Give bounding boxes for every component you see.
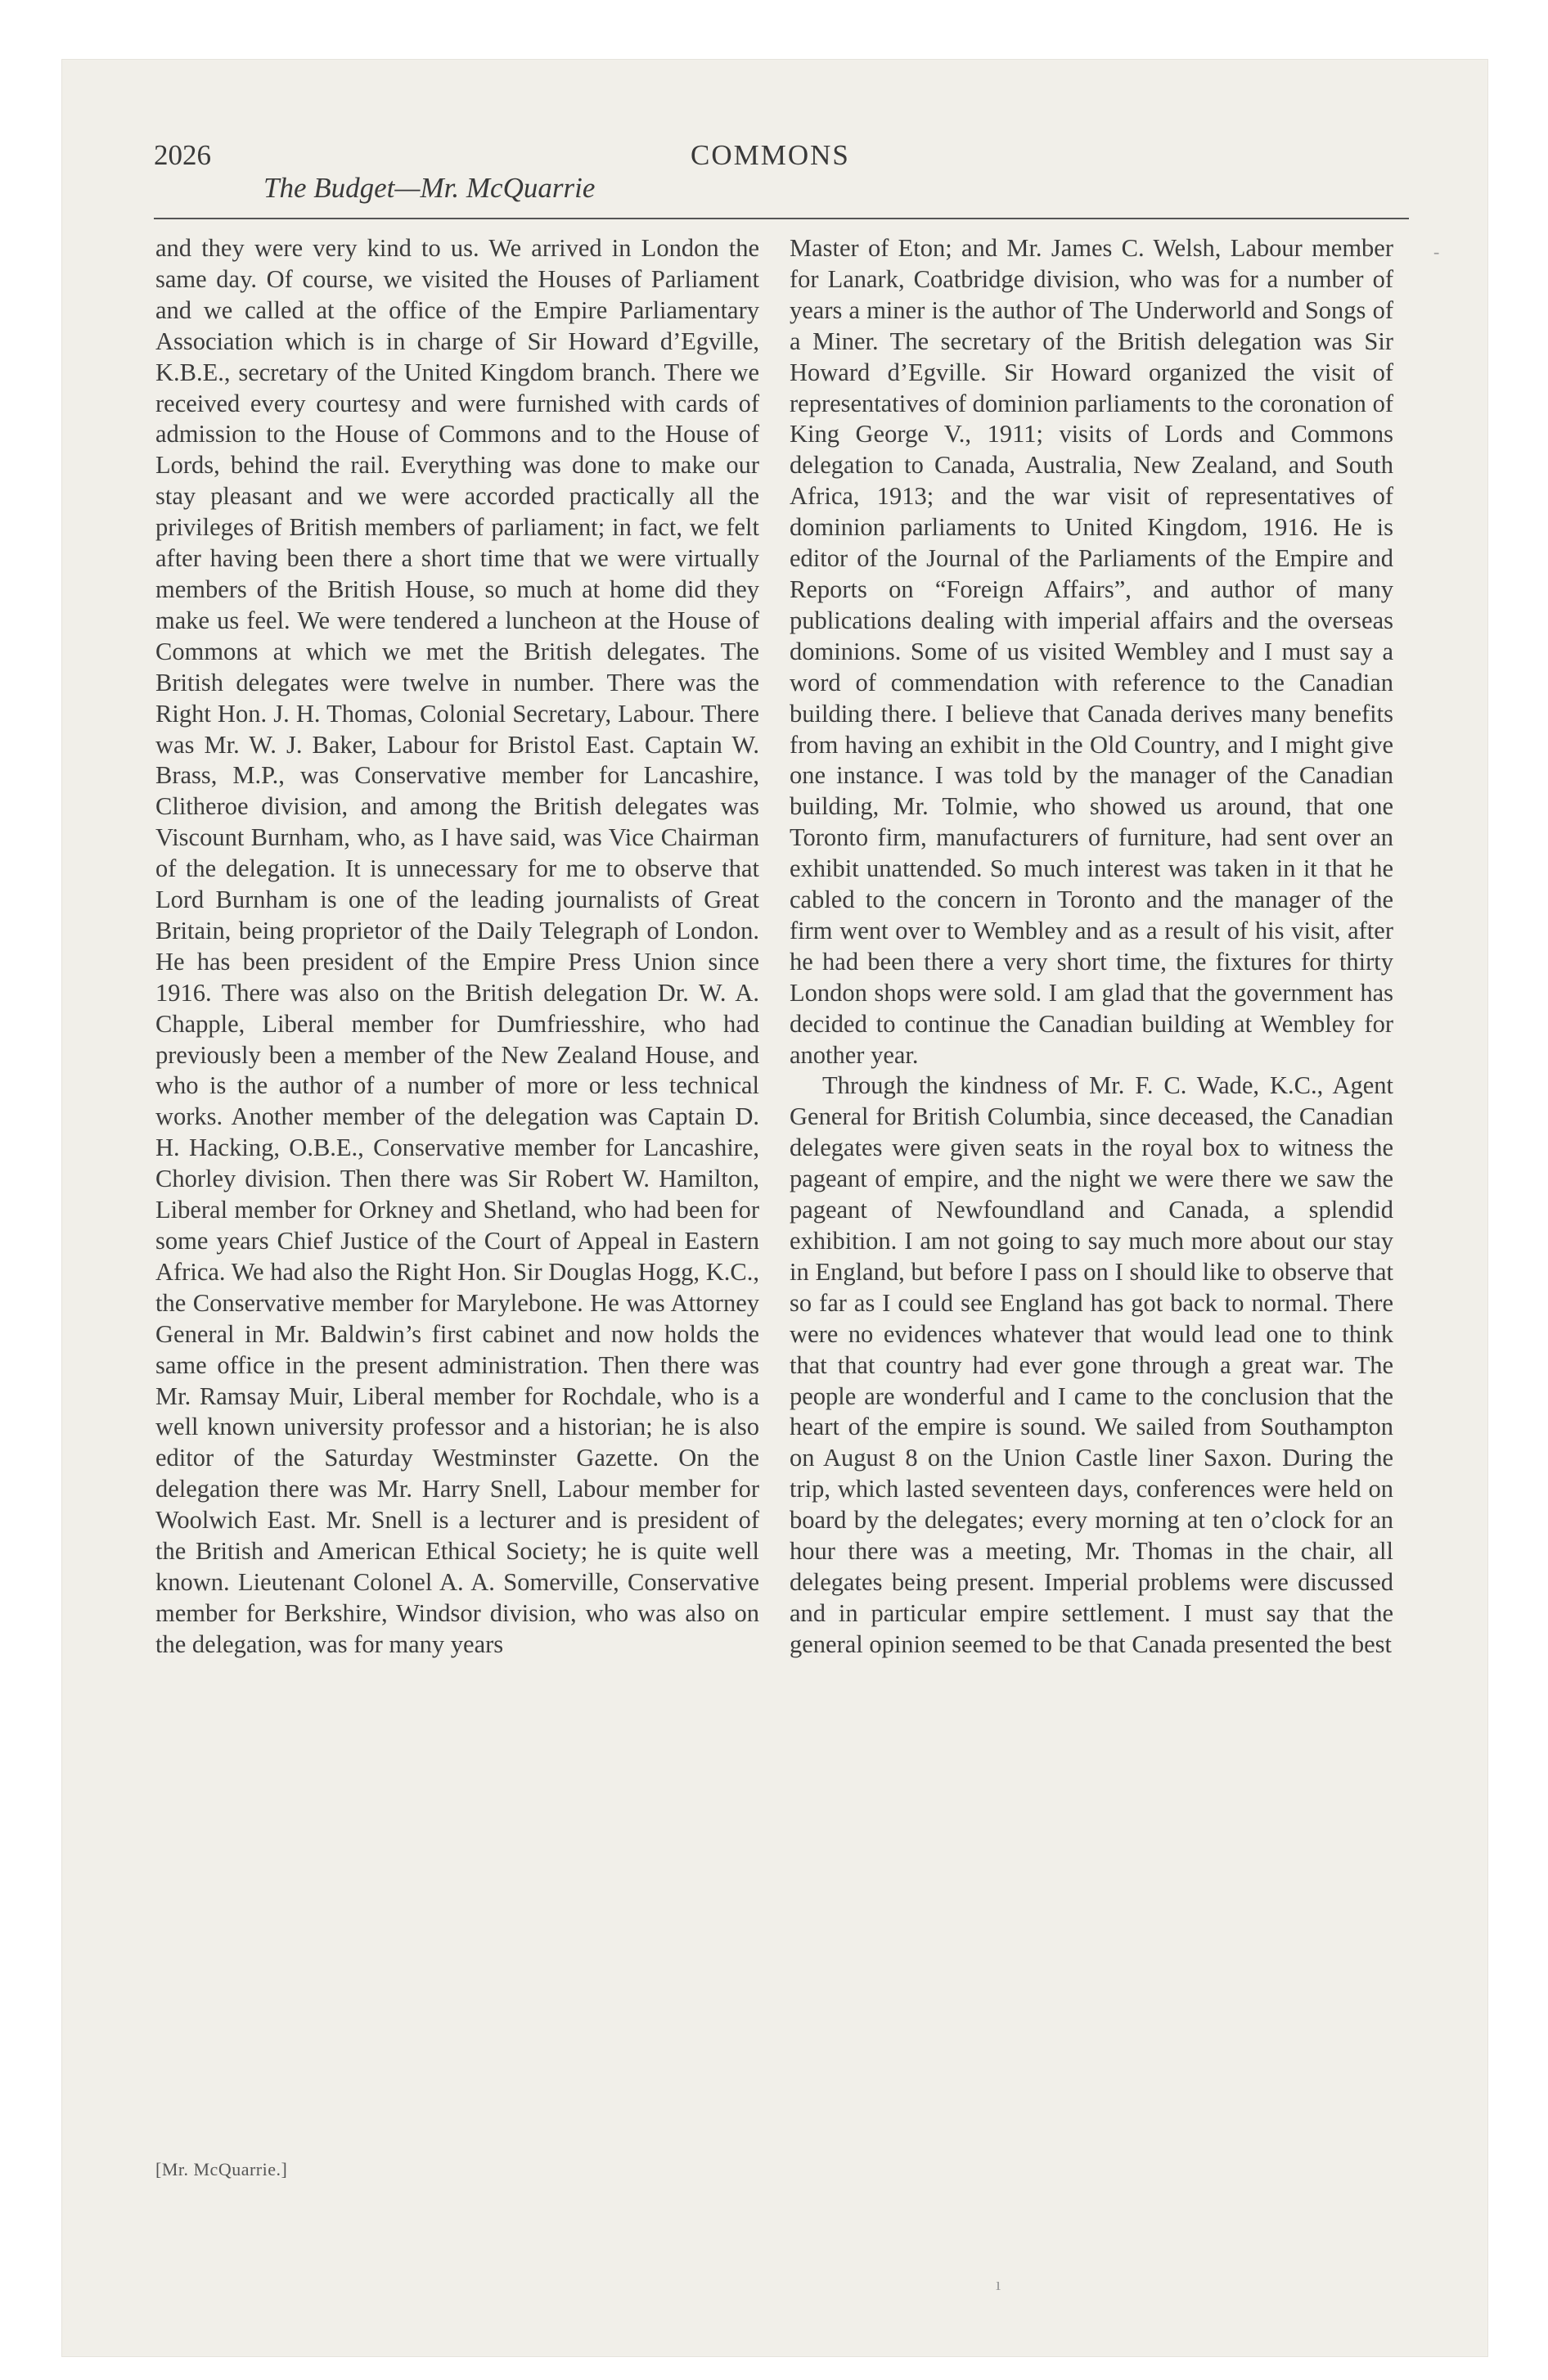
stray-mark: -	[1433, 241, 1440, 262]
header-rule	[154, 218, 1409, 219]
paragraph: Master of Eton; and Mr. James C. Welsh, Labour member for Lanark, Coatbridge division, who was for a number of years a miner is the author of The Underworld and Songs of a Miner. The secretary of the British delegation was Sir Howard d’Egville. Sir Howard organized the visit of representatives of dominion parliaments to the coronation of King George V., 1911; visits of Lords and Commons delegation to Canada, Australia, New Zealand, and South Africa, 1913; and the war visit of representatives of dominion parliaments to United Kingdom, 1916. He is editor of the Journal of the Parliaments of the Empire and Reports on “Foreign Affairs”, and author of many publications dealing with imperial affairs and the overseas dominions. Some of us visited Wembley and I must say a word of commendation with reference to the Canadian building there. I believe that Canada derives many benefits from having an exhibit in the Old Country, and I might give one instance. I was told by the manager of the Canadian building, Mr. Tolmie, who showed us around, that one Toronto firm, manufacturers of furniture, had sent over an exhibit unattended. So much interest was taken in it that he cabled to the concern in Toronto and the manager of the firm went over to Wembley and as a result of his visit, after he had been there a very short time, the fixtures for thirty London shops were sold. I am glad that the government has decided to continue the Canadian building at Wembley for another year.	[790, 234, 1393, 1069]
stray-mark: ı	[996, 2274, 1001, 2294]
right-column	[790, 233, 1393, 1661]
section-name: COMMONS	[691, 139, 850, 171]
left-column	[155, 233, 759, 1661]
page-header	[154, 131, 1409, 221]
paragraph: and they were very kind to us. We arrived in London the same day. Of course, we visited the Houses of Parliament and we called at the office of the Empire Parliamentary Association which is in charge of Sir Howard d’Egville, K.B.E., secretary of the United Kingdom branch. There we received every courtesy and were furnished with cards of admission to the House of Commons and to the House of Lords, behind the rail. Everything was done to make our stay pleasant and we were accorded practically all the privileges of British members of parliament; in fact, we felt after having been there a short time that we were virtually members of the British House, so much at home did they make us feel. We were tendered a luncheon at the House of Commons at which we met the British delegates. The British delegates were twelve in number. There was the Right Hon. J. H. Thomas, Colonial Secretary, Labour. There was Mr. W. J. Baker, Labour for Bristol East. Captain W. Brass, M.P., was Conservative member for Lancashire, Clitheroe division, and among the British delegates was Viscount Burnham, who, as I have said, was Vice Chairman of the delegation. It is unnecessary for me to observe that Lord Burnham is one of the leading journalists of Great Britain, being proprietor of the Daily Telegraph of London. He has been president of the Empire Press Union since 1916. There was also on the British delegation Dr. W. A. Chapple, Liberal member for Dumfriesshire, who had previously been a member of the New Zealand House, and who is the author of a number of more or less technical works. Another member of the delegation was Captain D. H. Hacking, O.B.E., Conservative member for Lancashire, Chorley division. Then there was Sir Robert W. Hamilton, Liberal member for Orkney and Shetland, who had been for some years Chief Justice of the Court of Appeal in Eastern Africa. We had also the Right Hon. Sir Douglas Hogg, K.C., the Conservative member for Marylebone. He was Attorney General in Mr. Baldwin’s first cabinet and now holds the same office in the present administration. Then there was Mr. Ramsay Muir, Liberal member for Rochdale, who is a well known university professor and a historian; he is also editor of the Saturday Westminster Gazette. On the delegation there was Mr. Harry Snell, Labour member for Woolwich East. Mr. Snell is a lecturer and is president of the British and American Ethical Society; he is quite well known. Lieutenant Colonel A. A. Somerville, Conservative member for Berkshire, Windsor division, who was also on the delegation, was for many years	[155, 234, 759, 1658]
running-title: The Budget—Mr. McQuarrie	[263, 172, 596, 204]
page-number: 2026	[154, 139, 211, 171]
paragraph: Through the kindness of Mr. F. C. Wade, K.C., Agent General for British Columbia, since deceased, the Canadian delegates were given seats in the royal box to witness the pageant of empire, and the night we were there we saw the pageant of Newfoundland and Canada, a splendid exhibition. I am not going to say much more about our stay in England, but before I pass on I should like to observe that so far as I could see England has got back to normal. There were no evidences whatever that would lead one to think that that country had ever gone through a great war. The people are wonderful and I came to the conclusion that the heart of the empire is sound. We sailed from Southampton on August 8 on the Union Castle liner Saxon. During the trip, which lasted seventeen days, conferences were held on board by the delegates; every morning at ten o’clock for an hour there was a meeting, Mr. Thomas in the chair, all delegates being present. Imperial problems were discussed and in particular empire settlement. I must say that the general opinion seemed to be that Canada presented the best	[790, 1071, 1393, 1658]
speaker-tag: [Mr. McQuarrie.]	[155, 2159, 288, 2179]
